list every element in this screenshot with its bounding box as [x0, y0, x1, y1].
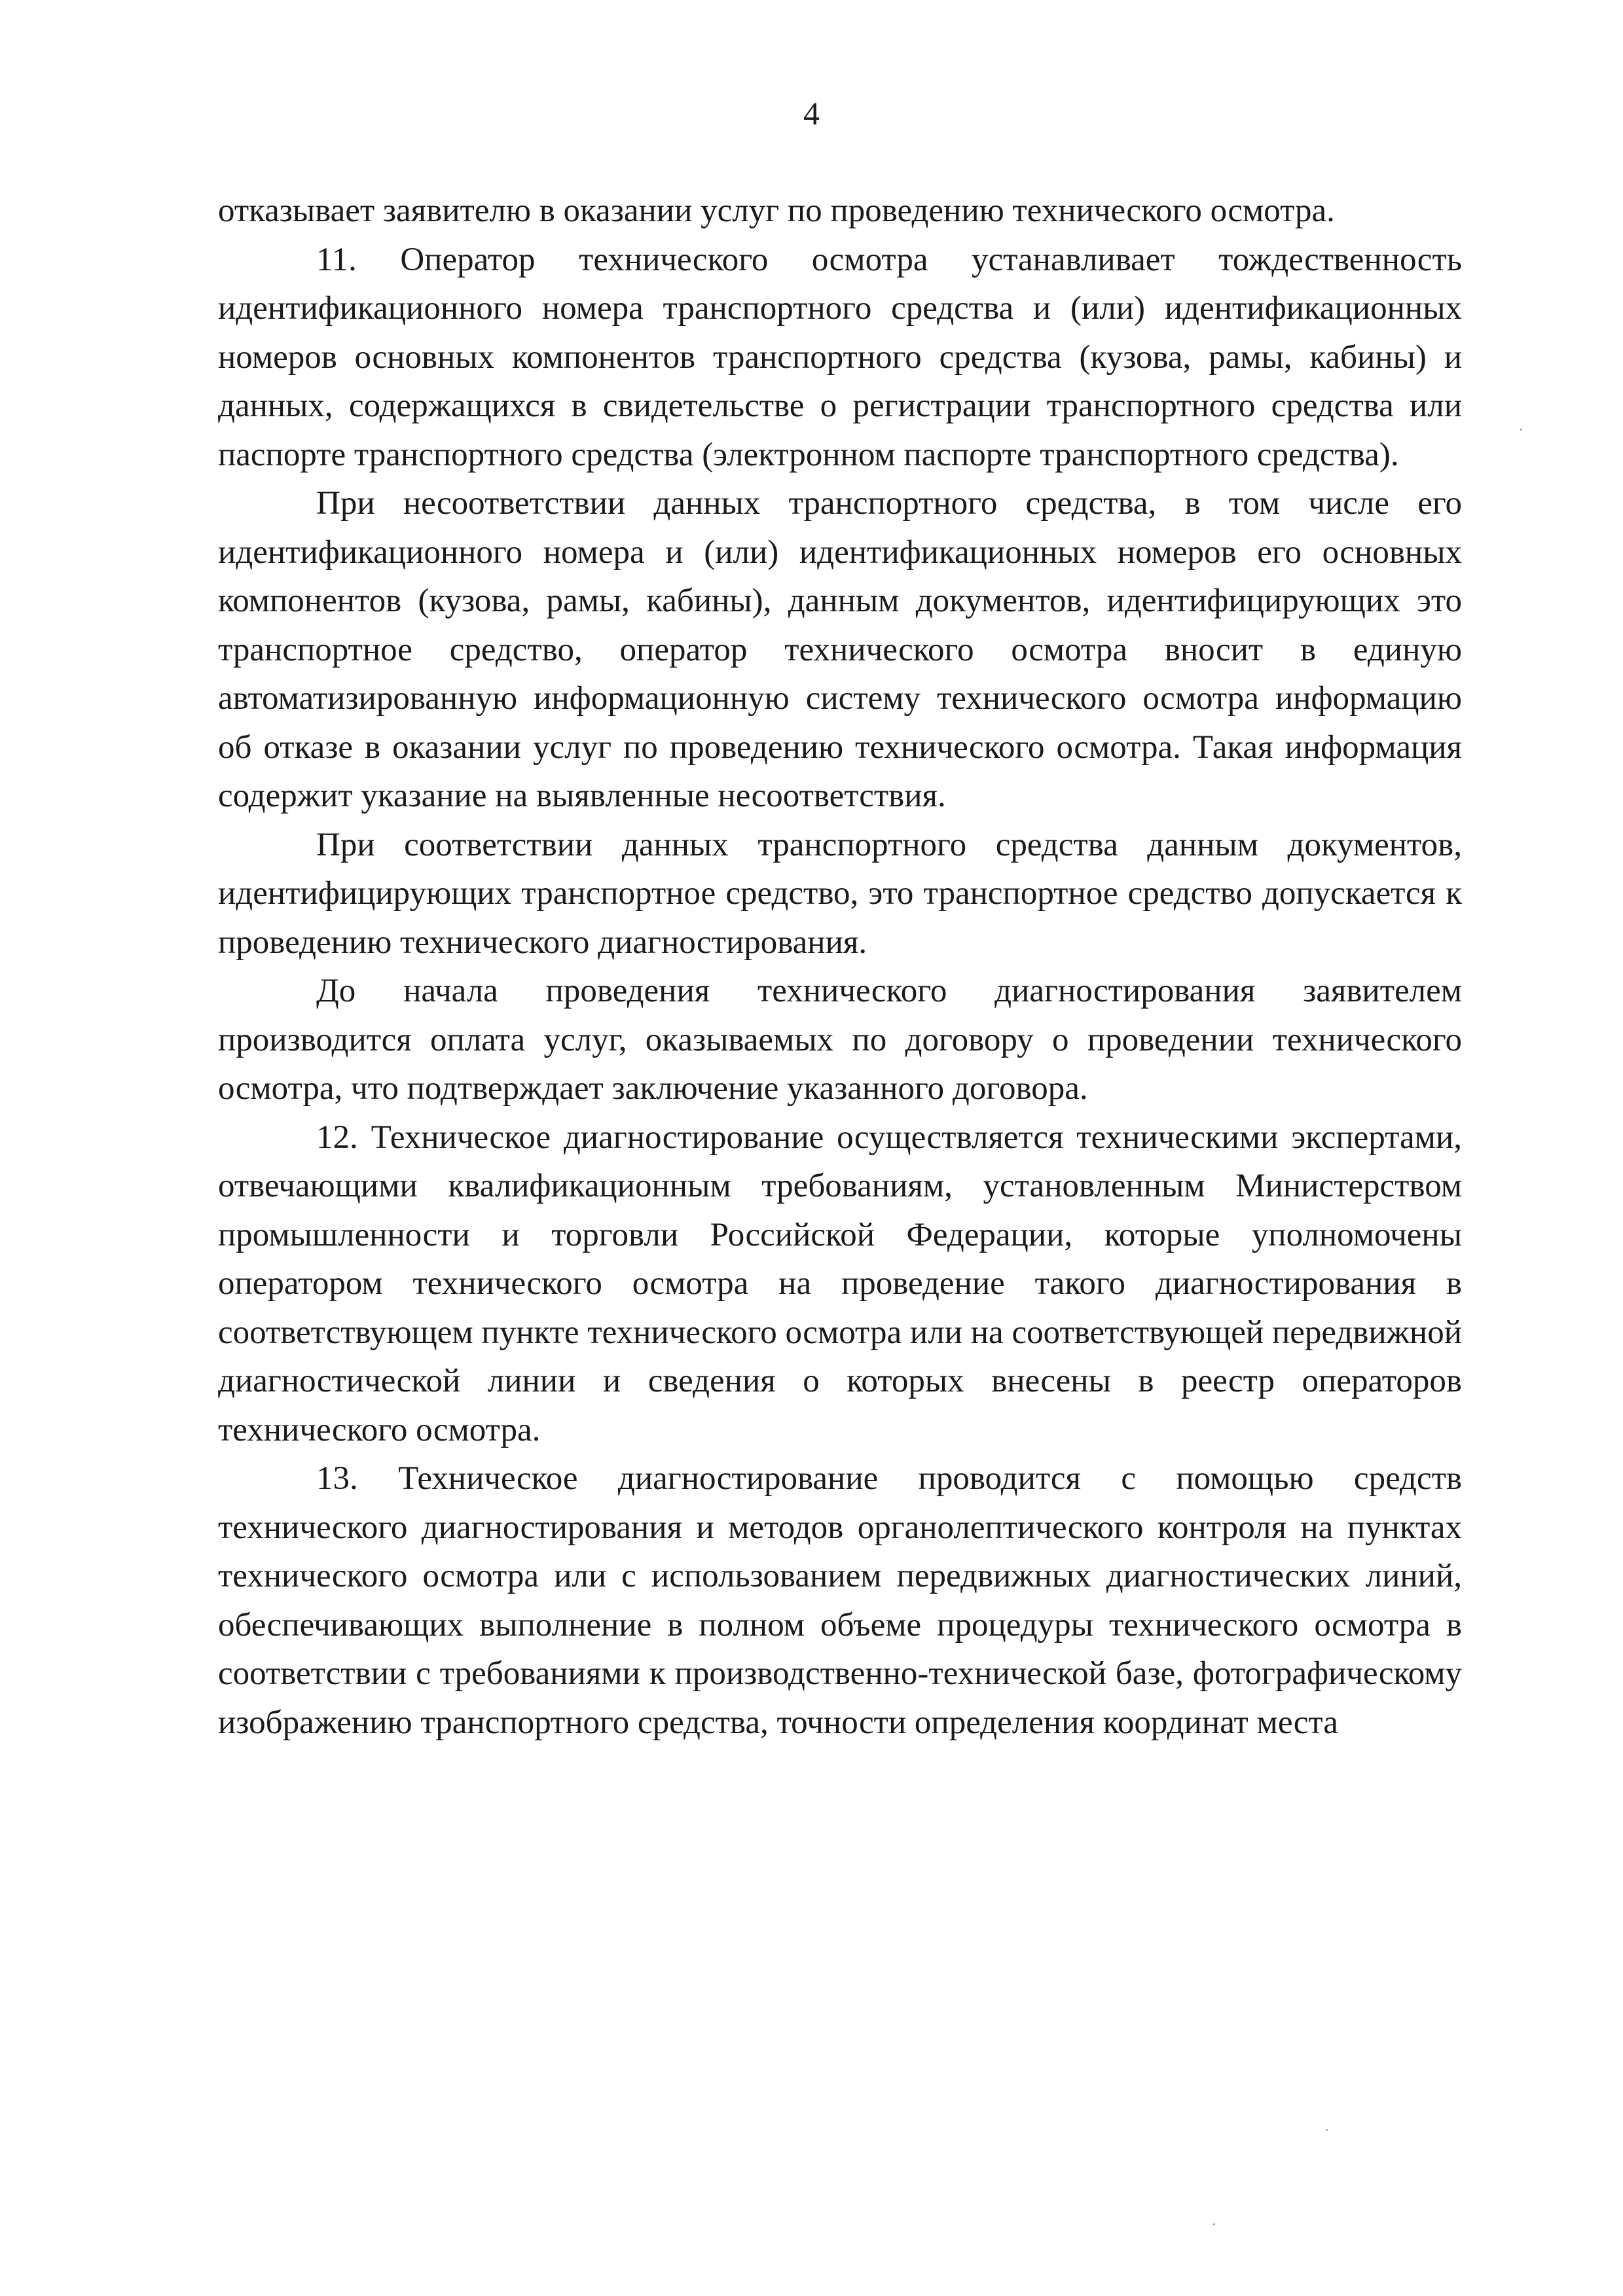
page-number: 4: [803, 95, 820, 132]
scan-speck: [1520, 429, 1522, 431]
scan-speck: [1213, 2223, 1215, 2225]
paragraph-continuation: отказывает заявителю в оказании услуг по проведению технического осмотра.: [218, 192, 1335, 229]
paragraph-match: При соответствии данных транспортного средства данным документов, идентифицирующих транспортное средство, это транспортное средство допускается к проведению технического диагностирования.: [218, 826, 1462, 961]
paragraph-payment: До начала проведения технического диагностирования заявителем производится оплата услуг, оказываемых по договору о проведении технического осмотра, что подтверждает заключение указанного договора.: [218, 973, 1462, 1107]
paragraph-item-11: 11. Оператор технического осмотра устанавливает тождественность идентификационного номера транспортного средства и (или) идентификационных номеров основных компонентов транспортного средства (кузова, рамы, кабины) и данных, содержащихся в свидетельстве о регистрации транспортного средства или паспорте транспортного средства (электронном паспорте транспортного средства).: [218, 241, 1462, 473]
scan-speck: [1326, 2129, 1328, 2131]
document-body: [218, 187, 1462, 1747]
paragraph-item-12: 12. Техническое диагностирование осуществляется техническими экспертами, отвечающими квалификационным требованиям, установленным Министерством промышленности и торговли Российской Федерации, которые уполномочены оператором технического осмотра на проведение такого диагностирования в соответствующем пункте технического осмотра или на соответствующей передвижной диагностической линии и сведения о которых внесены в реестр операторов технического осмотра.: [218, 1119, 1462, 1448]
paragraph-item-13: 13. Техническое диагностирование проводится с помощью средств технического диагностирования и методов органолептического контроля на пунктах технического осмотра или с использованием передвижных диагностических линий, обеспечивающих выполнение в полном объеме процедуры технического осмотра в соответствии с требованиями к производственно-технической базе, фотографическому изображению транспортного средства, точности определения координат места: [218, 1460, 1462, 1741]
paragraph-mismatch: При несоответствии данных транспортного средства, в том числе его идентификационного номера и (или) идентификационных номеров его основных компонентов (кузова, рамы, кабины), данным документов, идентифицирующих это транспортное средство, оператор технического осмотра вносит в единую автоматизированную информационную систему технического осмотра информацию об отказе в оказании услуг по проведению технического осмотра. Такая информация содержит указание на выявленные несоответствия.: [218, 485, 1462, 814]
